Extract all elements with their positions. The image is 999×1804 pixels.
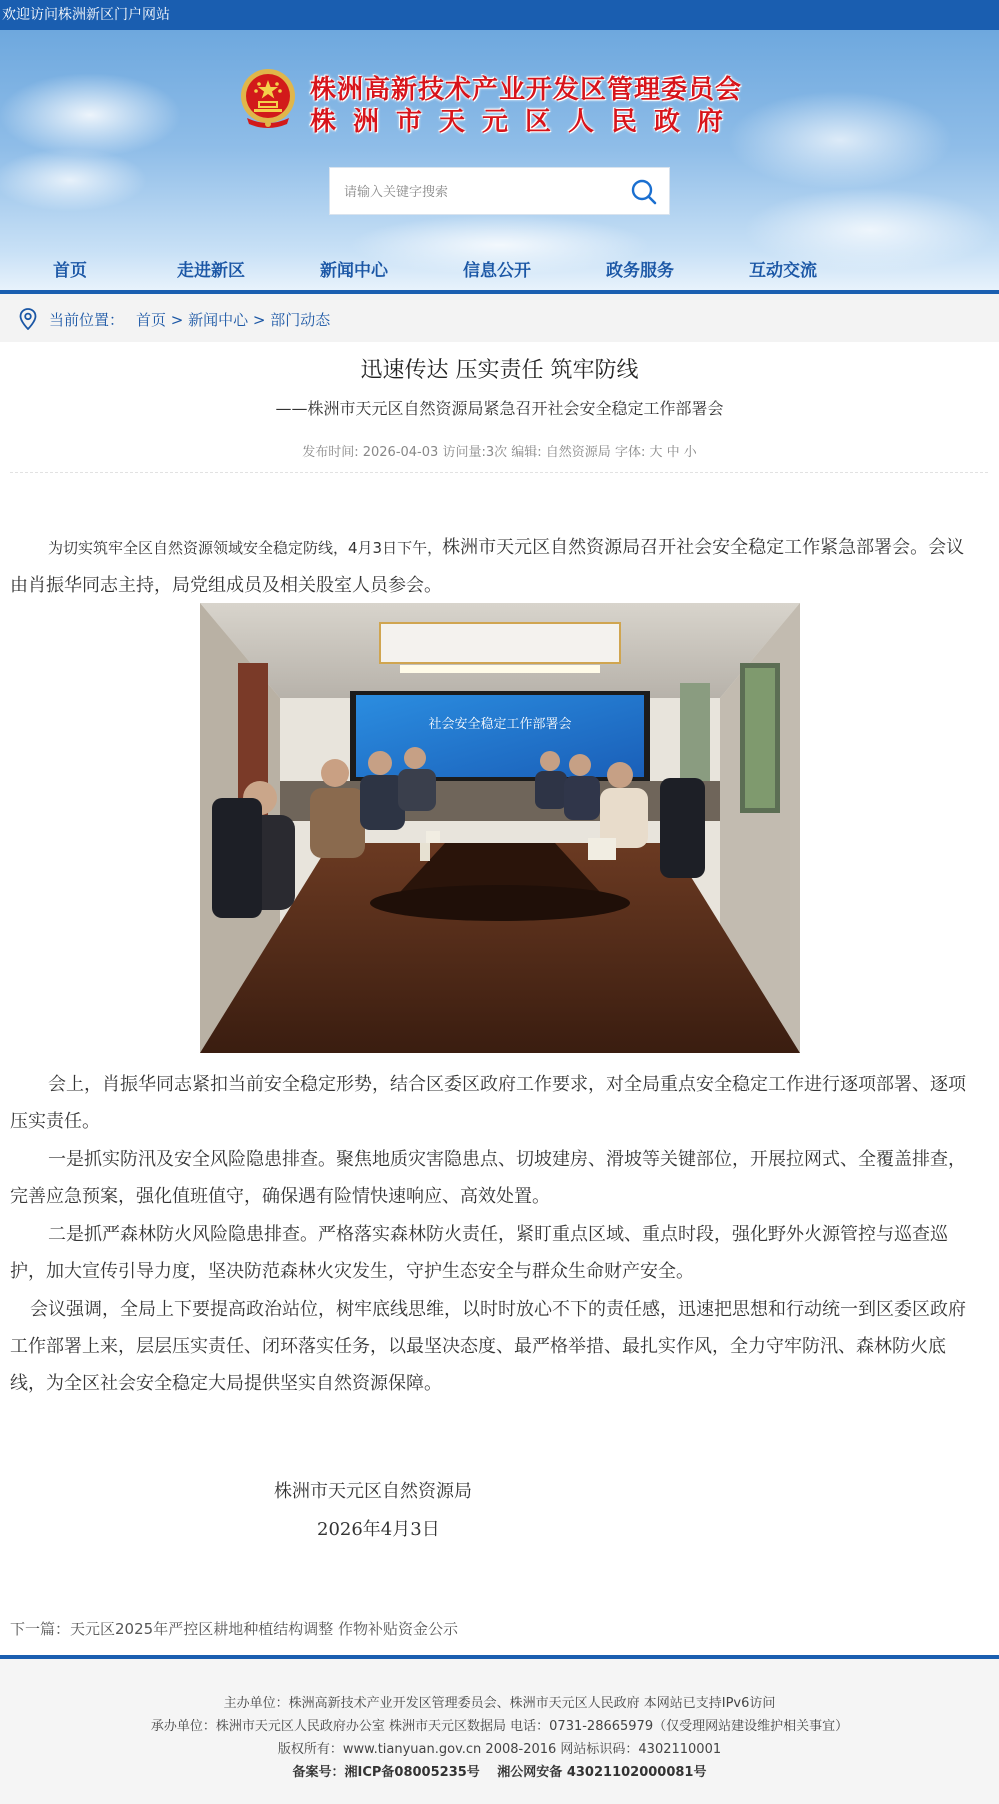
font-size-small-button[interactable]: 小 [683, 445, 697, 460]
national-emblem-icon [239, 66, 297, 130]
signature-organization: 株洲市天元区自然资源局 [274, 1481, 472, 1502]
article-paragraph-2: 一是抓实防汛及安全风险隐患排查。聚焦地质灾害隐患点、切坡建房、滑坡等关键部位，开展拉网式、全覆盖排查，完善应急预案，强化值班值守，确保遇有险情快速响应、高效处置。 [10, 1149, 966, 1207]
font-size-large-button[interactable]: 大 [649, 445, 663, 460]
meeting-photo-image [200, 603, 800, 1053]
nav-item-about[interactable]: 走进新区 [177, 261, 245, 281]
site-footer [0, 1659, 999, 1804]
next-article-link[interactable]: 天元区2025年严控区耕地种植结构调整 作物补贴资金公示 [70, 1620, 458, 1638]
intro-main-text: 株洲市天元区自然资源局召开社会安全稳定工作紧急部署会。会议由肖振华同志主持，局党组成员及相关股室人员参会。 [10, 537, 965, 596]
breadcrumb-separator: > [166, 311, 189, 329]
editor-label: 编辑: [511, 445, 542, 460]
meeting-photo [200, 603, 800, 1053]
breadcrumb [0, 294, 999, 342]
footer-copyright: 版权所有：www.tianyuan.gov.cn 2008-2016 网站标识码：4302110001 [277, 1742, 722, 1757]
views-label: 访问量: [442, 445, 486, 460]
article-paragraph-4: 会议强调，全局上下要提高政治站位，树牢底线思维，以时时放心不下的责任感，迅速把思想和行动统一到区委区政府工作部署上来，层层压实责任、闭环落实任务，以最坚决态度、最严格举措、最扎实作风，全力守牢防汛、森林防火底线，为全区社会安全稳定大局提供坚实自然资源保障。 [10, 1299, 966, 1394]
site-title-line1: 株洲高新技术产业开发区管理委员会 [310, 75, 743, 105]
publish-date: 2026-04-03 [362, 445, 439, 460]
nav-item-home[interactable]: 首页 [53, 261, 87, 281]
nav-item-info-disclosure[interactable]: 信息公开 [463, 261, 531, 281]
article-paragraph-3: 二是抓严森林防火风险隐患排查。严格落实森林防火责任，紧盯重点区域、重点时段，强化野外火源管控与巡查巡护，加大宣传引导力度，坚决防范森林火灾发生，守护生态安全与群众生命财产安全。 [10, 1224, 948, 1282]
meta-divider [10, 472, 988, 473]
article-meta [0, 441, 999, 460]
views-count: 3次 [485, 445, 508, 460]
breadcrumb-prefix: 当前位置： [49, 311, 125, 329]
search-box [329, 167, 670, 215]
publish-label: 发布时间: [302, 445, 359, 460]
breadcrumb-link-news[interactable]: 新闻中心 [188, 311, 249, 329]
article-paragraph-1: 会上，肖振华同志紧扣当前安全稳定形势，结合区委区政府工作要求，对全局重点安全稳定工作进行逐项部署、逐项压实责任。 [10, 1074, 966, 1132]
breadcrumb-trail [49, 309, 330, 330]
article-title: 迅速传达 压实责任 筑牢防线 [360, 358, 639, 383]
site-header [0, 30, 999, 292]
photo-screen-text: 社会安全稳定工作部署会 [428, 717, 572, 732]
signature-date: 2026年4月3日 [317, 1519, 440, 1540]
search-input[interactable] [344, 181, 614, 203]
next-article [10, 1618, 458, 1639]
site-title-line2: 株洲市天元区人民政府 [310, 107, 741, 137]
nav-item-services[interactable]: 政务服务 [606, 261, 674, 281]
font-size-medium-button[interactable]: 中 [666, 445, 680, 460]
breadcrumb-link-dept-news[interactable]: 部门动态 [270, 311, 331, 329]
next-article-label: 下一篇： [10, 1620, 71, 1638]
article-paragraph-intro [10, 529, 972, 604]
nav-item-news[interactable]: 新闻中心 [320, 261, 388, 281]
intro-lead-text: 为切实筑牢全区自然资源领域安全稳定防线，4月3日下午， [48, 539, 443, 557]
font-size-label: 字体: [614, 445, 646, 460]
nav-item-interaction[interactable]: 互动交流 [749, 261, 817, 281]
article-subtitle: ——株洲市天元区自然资源局紧急召开社会安全稳定工作部署会 [275, 399, 724, 418]
search-icon[interactable] [629, 177, 659, 207]
footer-sponsor: 主办单位：株洲高新技术产业开发区管理委员会、株洲市天元区人民政府 本网站已支持IPv6访问 [223, 1696, 776, 1711]
main-nav [0, 252, 999, 290]
editor-name: 自然资源局 [545, 445, 611, 460]
top-welcome-bar [0, 0, 999, 30]
breadcrumb-link-home[interactable]: 首页 [136, 311, 167, 329]
location-pin-icon [19, 308, 37, 330]
footer-organizer: 承办单位：株洲市天元区人民政府办公室 株洲市天元区数据局 电话：0731-28665979（仅受理网站建设维护相关事宜） [150, 1719, 849, 1734]
footer-record-number: 备案号：湘ICP备08005235号 湘公网安备 43021102000081号 [292, 1765, 707, 1780]
welcome-text: 欢迎访问株洲新区门户网站 [2, 7, 170, 23]
breadcrumb-separator: > [248, 311, 271, 329]
